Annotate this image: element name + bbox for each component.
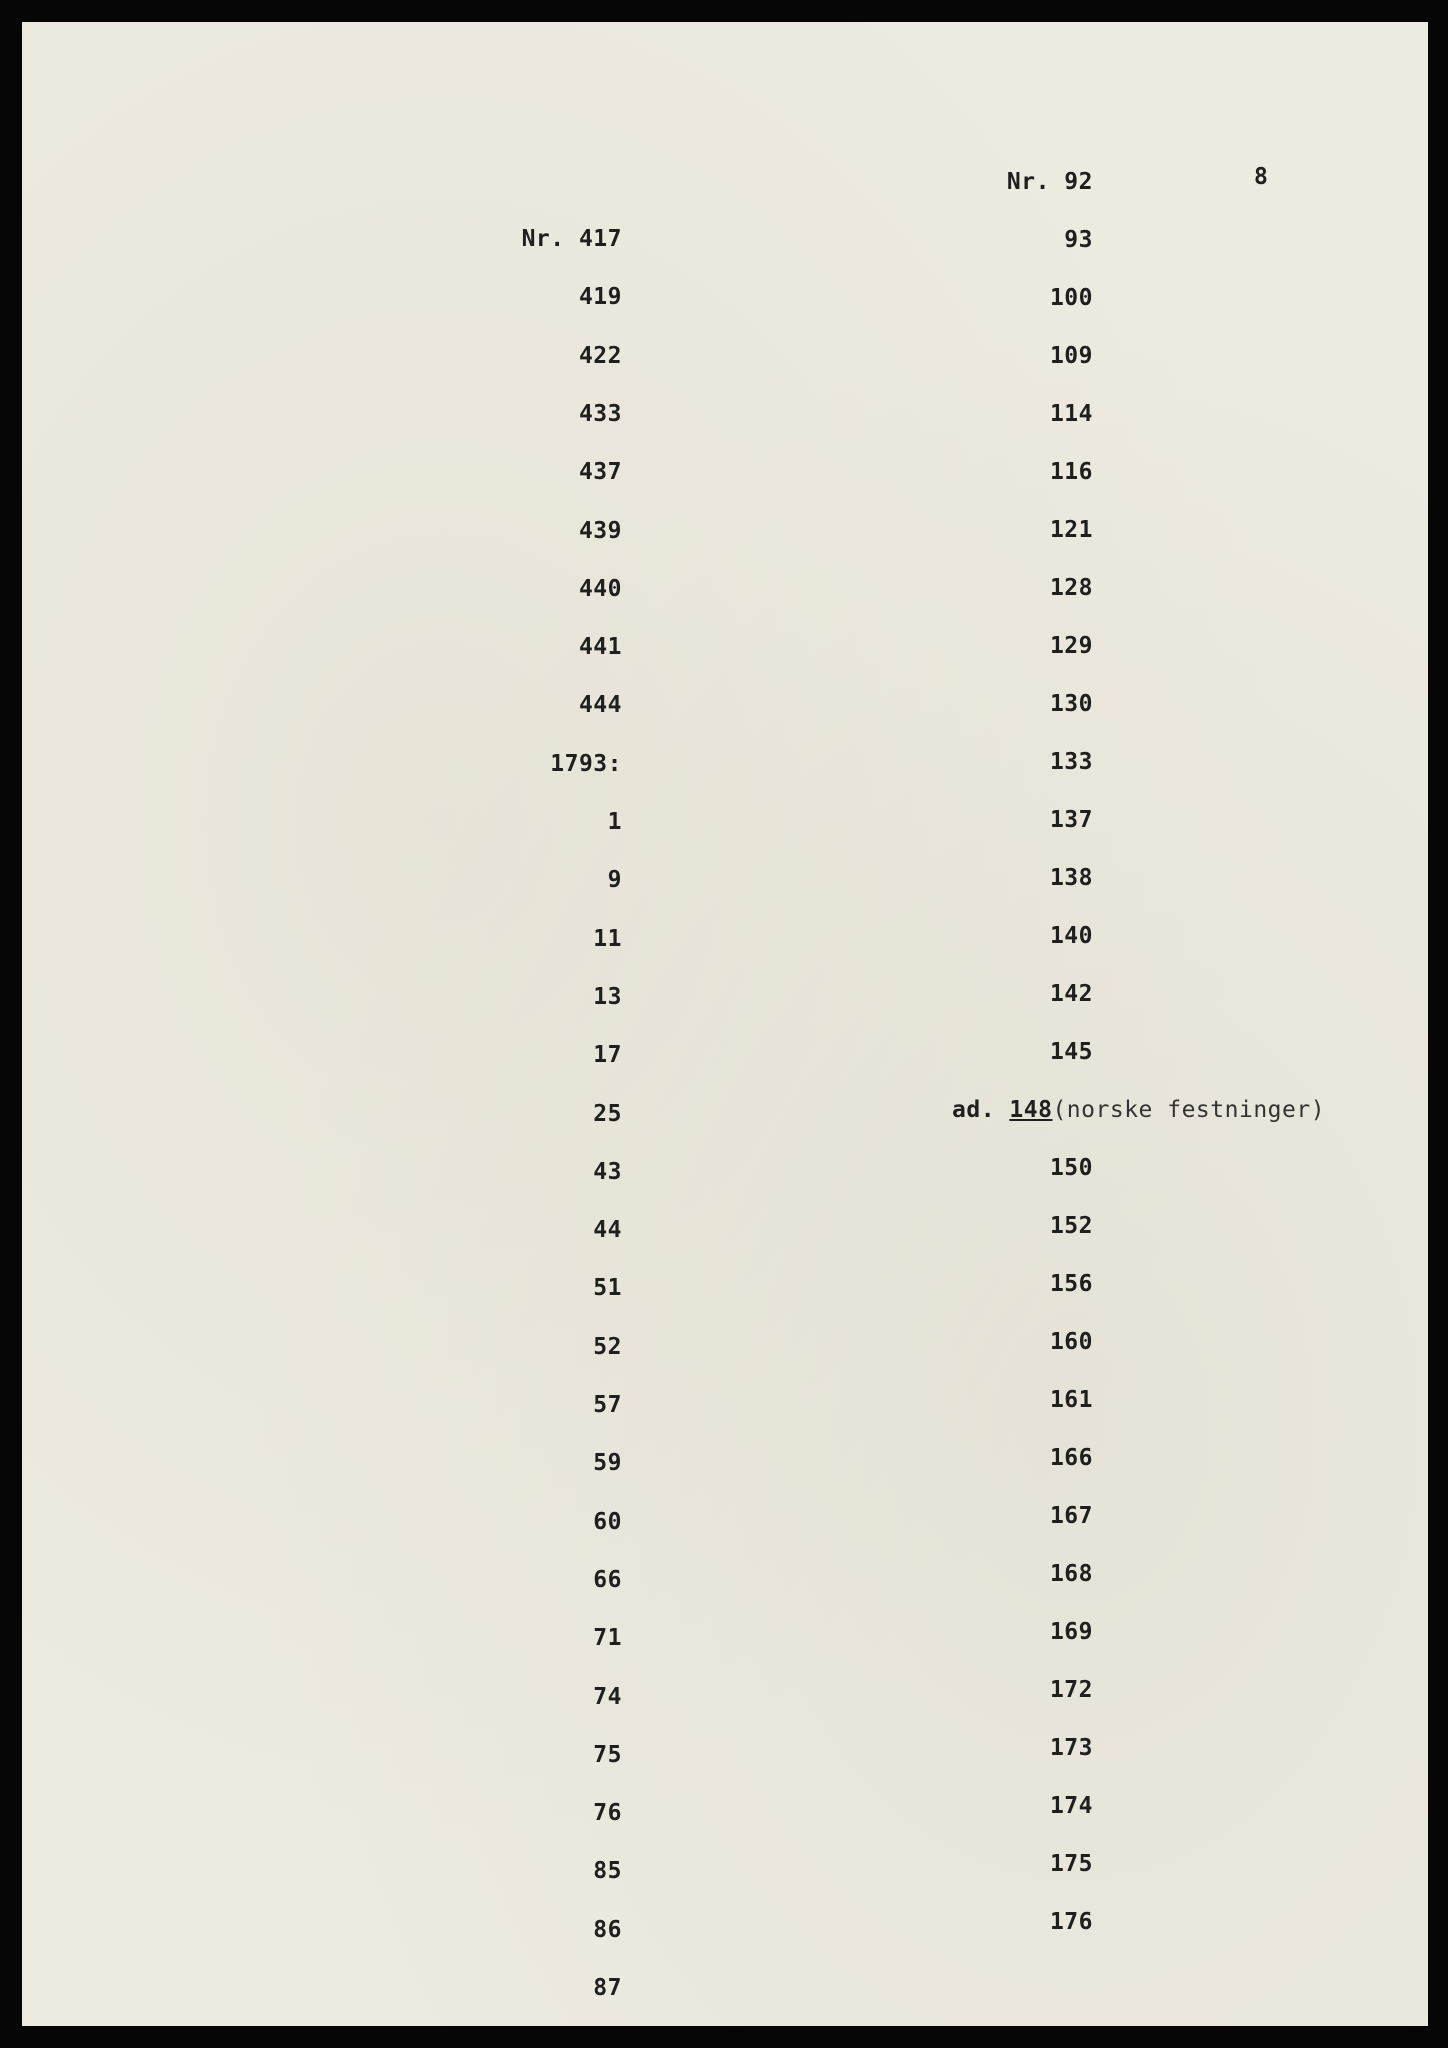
left-entry: 444 — [578, 692, 622, 719]
annotation-note: (norske festninger) — [1052, 1097, 1326, 1123]
left-entry: 433 — [578, 400, 622, 427]
right-entry: 128 — [1049, 575, 1093, 601]
left-entry: 51 — [593, 1275, 622, 1302]
page-number: 8 — [1254, 164, 1268, 190]
right-entry: 156 — [1049, 1271, 1093, 1297]
right-entry: 100 — [1049, 285, 1093, 311]
left-entry: 1 — [607, 809, 622, 835]
left-entry: 85 — [593, 1858, 622, 1885]
right-entry: 121 — [1049, 517, 1093, 543]
annotation-number: 148 — [1009, 1097, 1053, 1123]
right-entry: 116 — [1049, 459, 1093, 485]
right-entry: 172 — [1049, 1677, 1093, 1703]
right-entry: 140 — [1049, 923, 1093, 949]
annotation-prefix: ad. — [952, 1097, 996, 1123]
right-entry: 166 — [1049, 1445, 1093, 1471]
left-entry: 13 — [593, 983, 622, 1010]
right-entry: 93 — [1064, 227, 1093, 253]
left-entry: 75 — [593, 1741, 622, 1768]
right-entry — [952, 1095, 1325, 1125]
left-entry: Nr. 417 — [521, 226, 622, 252]
left-entry: 422 — [578, 342, 622, 369]
right-entry: 169 — [1049, 1619, 1093, 1645]
right-entry: 168 — [1049, 1561, 1093, 1587]
left-entry: 11 — [593, 925, 622, 952]
right-entry: 167 — [1049, 1503, 1093, 1529]
right-entry: 175 — [1049, 1851, 1093, 1877]
left-entry: 60 — [593, 1508, 622, 1535]
left-entry: 86 — [593, 1916, 622, 1943]
right-entry: 174 — [1049, 1793, 1093, 1819]
right-entry: 145 — [1049, 1039, 1093, 1065]
left-entry: 440 — [578, 575, 622, 602]
left-entry: 439 — [578, 517, 622, 544]
left-entry: 9 — [607, 867, 622, 894]
right-entry: 150 — [1049, 1155, 1093, 1181]
left-entry: 66 — [593, 1566, 622, 1593]
left-entry: 44 — [593, 1217, 622, 1244]
left-entry: 57 — [593, 1392, 622, 1418]
right-entry: 114 — [1049, 401, 1093, 427]
right-entry: 109 — [1049, 343, 1093, 369]
right-entry: 160 — [1049, 1329, 1093, 1355]
left-entry: 52 — [593, 1333, 622, 1360]
left-entry: 74 — [593, 1683, 622, 1710]
right-entry: 138 — [1049, 865, 1093, 891]
right-entry: 161 — [1049, 1387, 1093, 1413]
left-entry: 25 — [593, 1100, 622, 1127]
left-entry: 1793: — [550, 750, 622, 777]
right-entry: 137 — [1049, 807, 1093, 833]
left-entry: 43 — [593, 1158, 622, 1185]
right-entry: 173 — [1049, 1735, 1093, 1761]
document-page — [22, 22, 1428, 2026]
right-entry: Nr. 92 — [1006, 169, 1093, 195]
right-entry: 142 — [1049, 981, 1093, 1007]
left-entry: 437 — [578, 459, 622, 486]
left-entry: 87 — [593, 1975, 622, 2001]
right-entry: 129 — [1049, 633, 1093, 659]
left-entry: 441 — [578, 634, 622, 661]
left-entry: 76 — [593, 1800, 622, 1827]
left-entry: 17 — [593, 1042, 622, 1069]
right-entry: 130 — [1049, 691, 1093, 717]
left-entry: 419 — [578, 284, 622, 311]
right-entry: 176 — [1049, 1909, 1093, 1935]
left-entry: 59 — [593, 1450, 622, 1477]
right-entry: 152 — [1049, 1213, 1093, 1239]
right-entry: 133 — [1049, 749, 1093, 775]
left-entry: 71 — [593, 1625, 622, 1652]
